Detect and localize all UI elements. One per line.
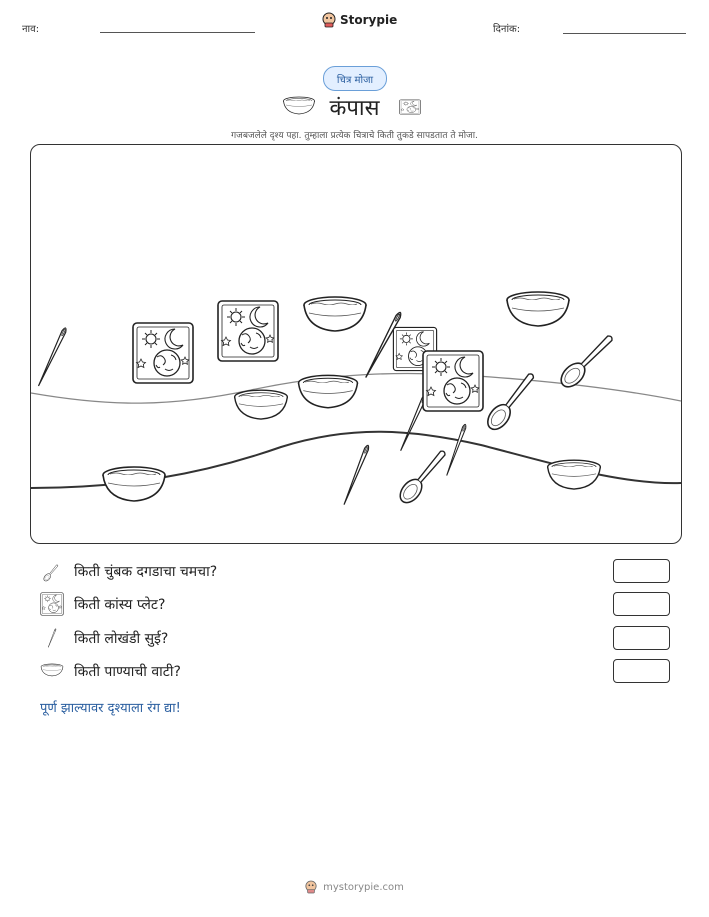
question-text: किती कांस्य प्लेट? xyxy=(74,596,166,613)
answer-box-needle[interactable] xyxy=(613,626,670,650)
answer-box-bowl[interactable] xyxy=(613,659,670,683)
coloring-note: पूर्ण झाल्यावर दृश्याला रंग द्या! xyxy=(40,701,181,716)
plate-icon xyxy=(393,96,427,118)
bowl-icon xyxy=(103,467,165,501)
needle-icon xyxy=(40,626,64,650)
bowl-icon xyxy=(235,390,288,419)
question-row xyxy=(40,558,700,584)
site-url[interactable]: mystorypie.com xyxy=(323,881,404,893)
brand-logo xyxy=(322,12,397,28)
bowl-icon xyxy=(282,96,316,118)
bowl-icon xyxy=(548,460,601,489)
question-row xyxy=(40,625,700,651)
plate-icon xyxy=(133,323,193,383)
plate-icon xyxy=(218,301,278,361)
spoon-icon xyxy=(40,559,64,583)
plate-icon xyxy=(40,592,64,616)
brand-name: Storypie xyxy=(340,13,398,27)
name-line[interactable] xyxy=(100,32,255,33)
question-text: किती पाण्याची वाटी? xyxy=(74,663,181,680)
question-text: किती लोखंडी सुई? xyxy=(74,630,169,647)
date-label: दिनांक: xyxy=(493,24,521,35)
scene-drawing xyxy=(31,145,681,543)
needle-icon xyxy=(37,327,68,387)
worksheet-badge: चित्र मोजा xyxy=(323,66,387,91)
date-line[interactable] xyxy=(563,33,686,34)
name-label: नाव: xyxy=(22,24,40,35)
bowl-icon xyxy=(40,661,64,681)
needle-icon xyxy=(445,424,467,476)
answer-box-spoon[interactable] xyxy=(613,559,670,583)
question-text: किती चुंबक दगडाचा चमचा? xyxy=(74,563,218,580)
counting-scene xyxy=(30,144,682,544)
bowl-icon xyxy=(507,292,569,326)
instructions: गजबजलेले दृश्य पहा. तुम्हाला प्रत्येक चित्राचे किती तुकडे सापडतात ते मोजा. xyxy=(231,131,478,141)
question-row xyxy=(40,658,700,684)
bowl-icon xyxy=(304,297,366,331)
spoon-icon xyxy=(557,330,618,391)
spoon-icon xyxy=(396,446,451,506)
bowl-icon xyxy=(299,375,358,407)
plate-icon xyxy=(423,351,483,411)
storypie-mascot-icon xyxy=(305,880,317,894)
needle-icon xyxy=(342,445,370,506)
question-row xyxy=(40,591,700,617)
storypie-mascot-icon xyxy=(322,12,336,28)
page-title: कंपास xyxy=(329,96,380,121)
site-footer xyxy=(0,880,709,894)
answer-box-plate[interactable] xyxy=(613,592,670,616)
